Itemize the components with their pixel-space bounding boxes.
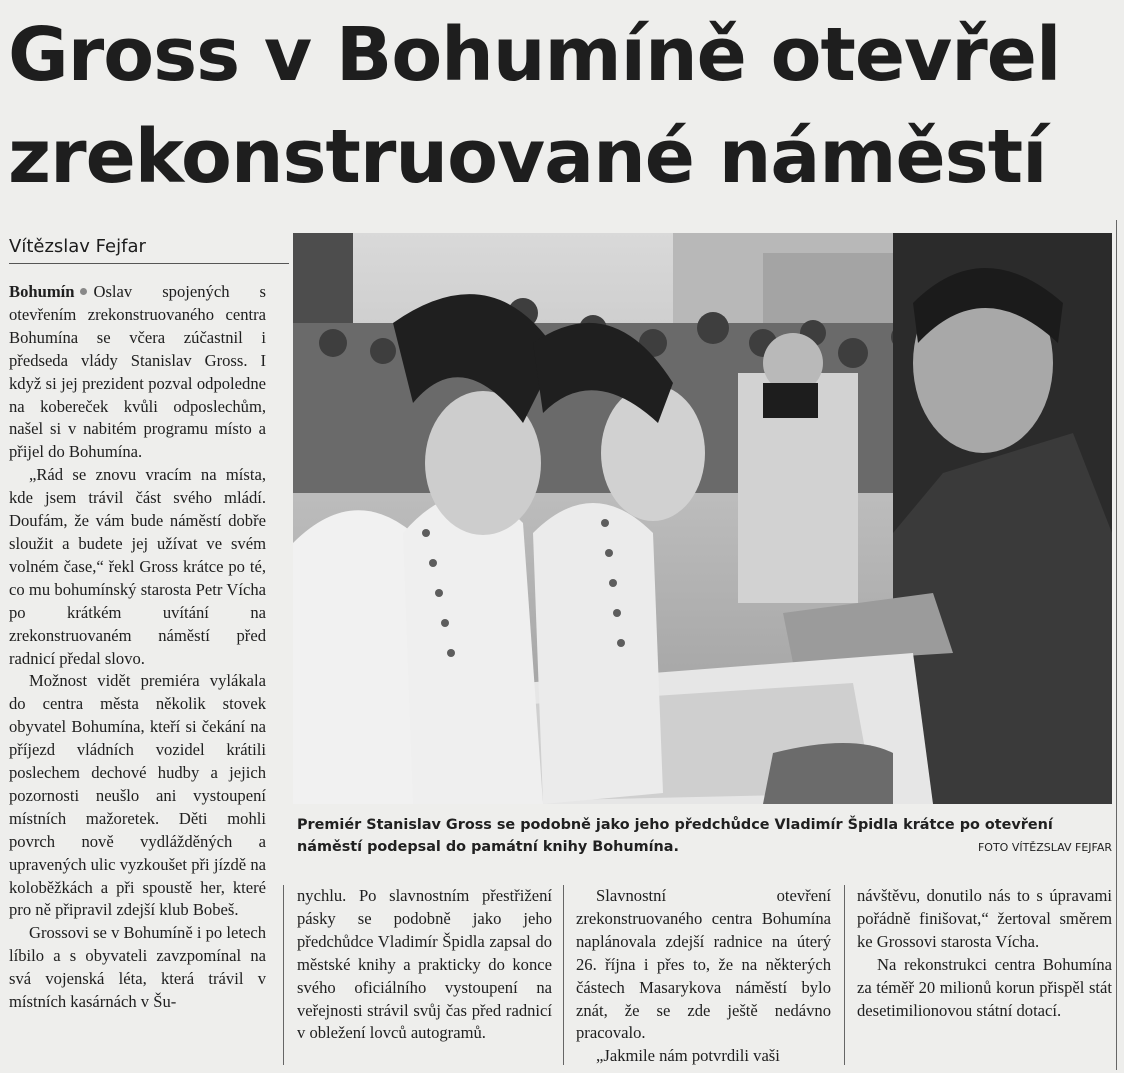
article-photo [293, 233, 1112, 804]
lead-text: Oslav spojených s otevřením zrekonstruovaného centra Bohumína se včera zúčastnil i předseda vlády Stanislav Gross. I když si jej prezident pozval odpoledne na kobereček kvůli odposlechům, našel si v nabitém programu místo a přijel do Bohumína. [9, 282, 266, 462]
column-divider [1116, 220, 1117, 1070]
paragraph: „Rád se znovu vracím na místa, kde jsem trávil část svého mládí. Doufám, že vám bude náměstí dobře sloužit a budete jej užívat ve svém volném čase,“ řekl Gross krátce po té, co mu bohumínský starosta Petr Vícha po krátkém uvítání na zrekonstruovaném náměstí před radnicí předal slovo. [9, 465, 266, 668]
photo-credit: FOTO VÍTĚZSLAV FEJFAR [977, 841, 1112, 854]
article-column-2 [297, 885, 552, 1045]
paragraph: „Jakmile nám potvrdili vaši [596, 1046, 780, 1066]
column-divider [844, 885, 845, 1065]
dateline-place: Bohumín [9, 282, 75, 301]
paragraph: Možnost vidět premiéra vylákala do centra města několik stovek obyvatel Bohumína, kteří si čekání na příjezd vládních vozidel krátili poslechem dechové hudby a jejich pozornosti neušlo ani vystoupení místních mažoretek. Děti mohli povrch nově vydlážděných a upravených ulic vyzkoušet při jízdě na koloběžkách a při spoustě her, které pro ně připravil zdejší klub Bobeš. [9, 671, 266, 920]
lead-paragraph [9, 281, 266, 464]
article-column-3 [576, 885, 831, 1068]
paragraph: návštěvu, donutilo nás to s úpravami pořádně finišovat,“ žertoval směrem ke Grossovi starosta Vícha. [857, 886, 1112, 951]
paragraph: Grossovi se v Bohumíně i po letech líbilo a s obyvateli zavzpomínal na svá vojenská léta, která trávil v místních kasárnách v Šu- [9, 923, 266, 1012]
column-divider [563, 885, 564, 1065]
column-divider [283, 885, 284, 1065]
article-column-4 [857, 885, 1112, 1022]
headline-line-2: zrekonstruované náměstí [8, 114, 1047, 200]
bullet-icon [80, 288, 87, 295]
article-column-1 [9, 281, 266, 1014]
paragraph: Na rekonstrukci centra Bohumína za téměř 20 milionů korun přispěl stát desetimilionovou státní dotací. [857, 954, 1112, 1020]
photo-illustration [293, 233, 1112, 804]
byline: Vítězslav Fejfar [9, 236, 289, 264]
photo-caption: Premiér Stanislav Gross se podobně jako jeho předchůdce Vladimír Špidla krátce po otevření náměstí podepsal do památní knihy Bohumína. [297, 817, 1053, 855]
paragraph: nychlu. Po slavnostním přestřižení pásky se podobně jako jeho předchůdce Vladimír Špidla zapsal do městské knihy a prakticky do konce svého oficiálního vystoupení na veřejnosti strávil svůj čas před radnicí v obležení lovců autogramů. [297, 886, 552, 1043]
paragraph: Slavnostní otevření zrekonstruovaného centra Bohumína naplánovala zdejší radnice na úterý 26. října i přes to, že na některých částech Masarykova náměstí bylo znát, že se zde ještě nedávno pracovalo. [576, 886, 831, 1043]
headline [8, 4, 1118, 208]
headline-line-1: Gross v Bohumíně otevřel [8, 12, 1061, 98]
